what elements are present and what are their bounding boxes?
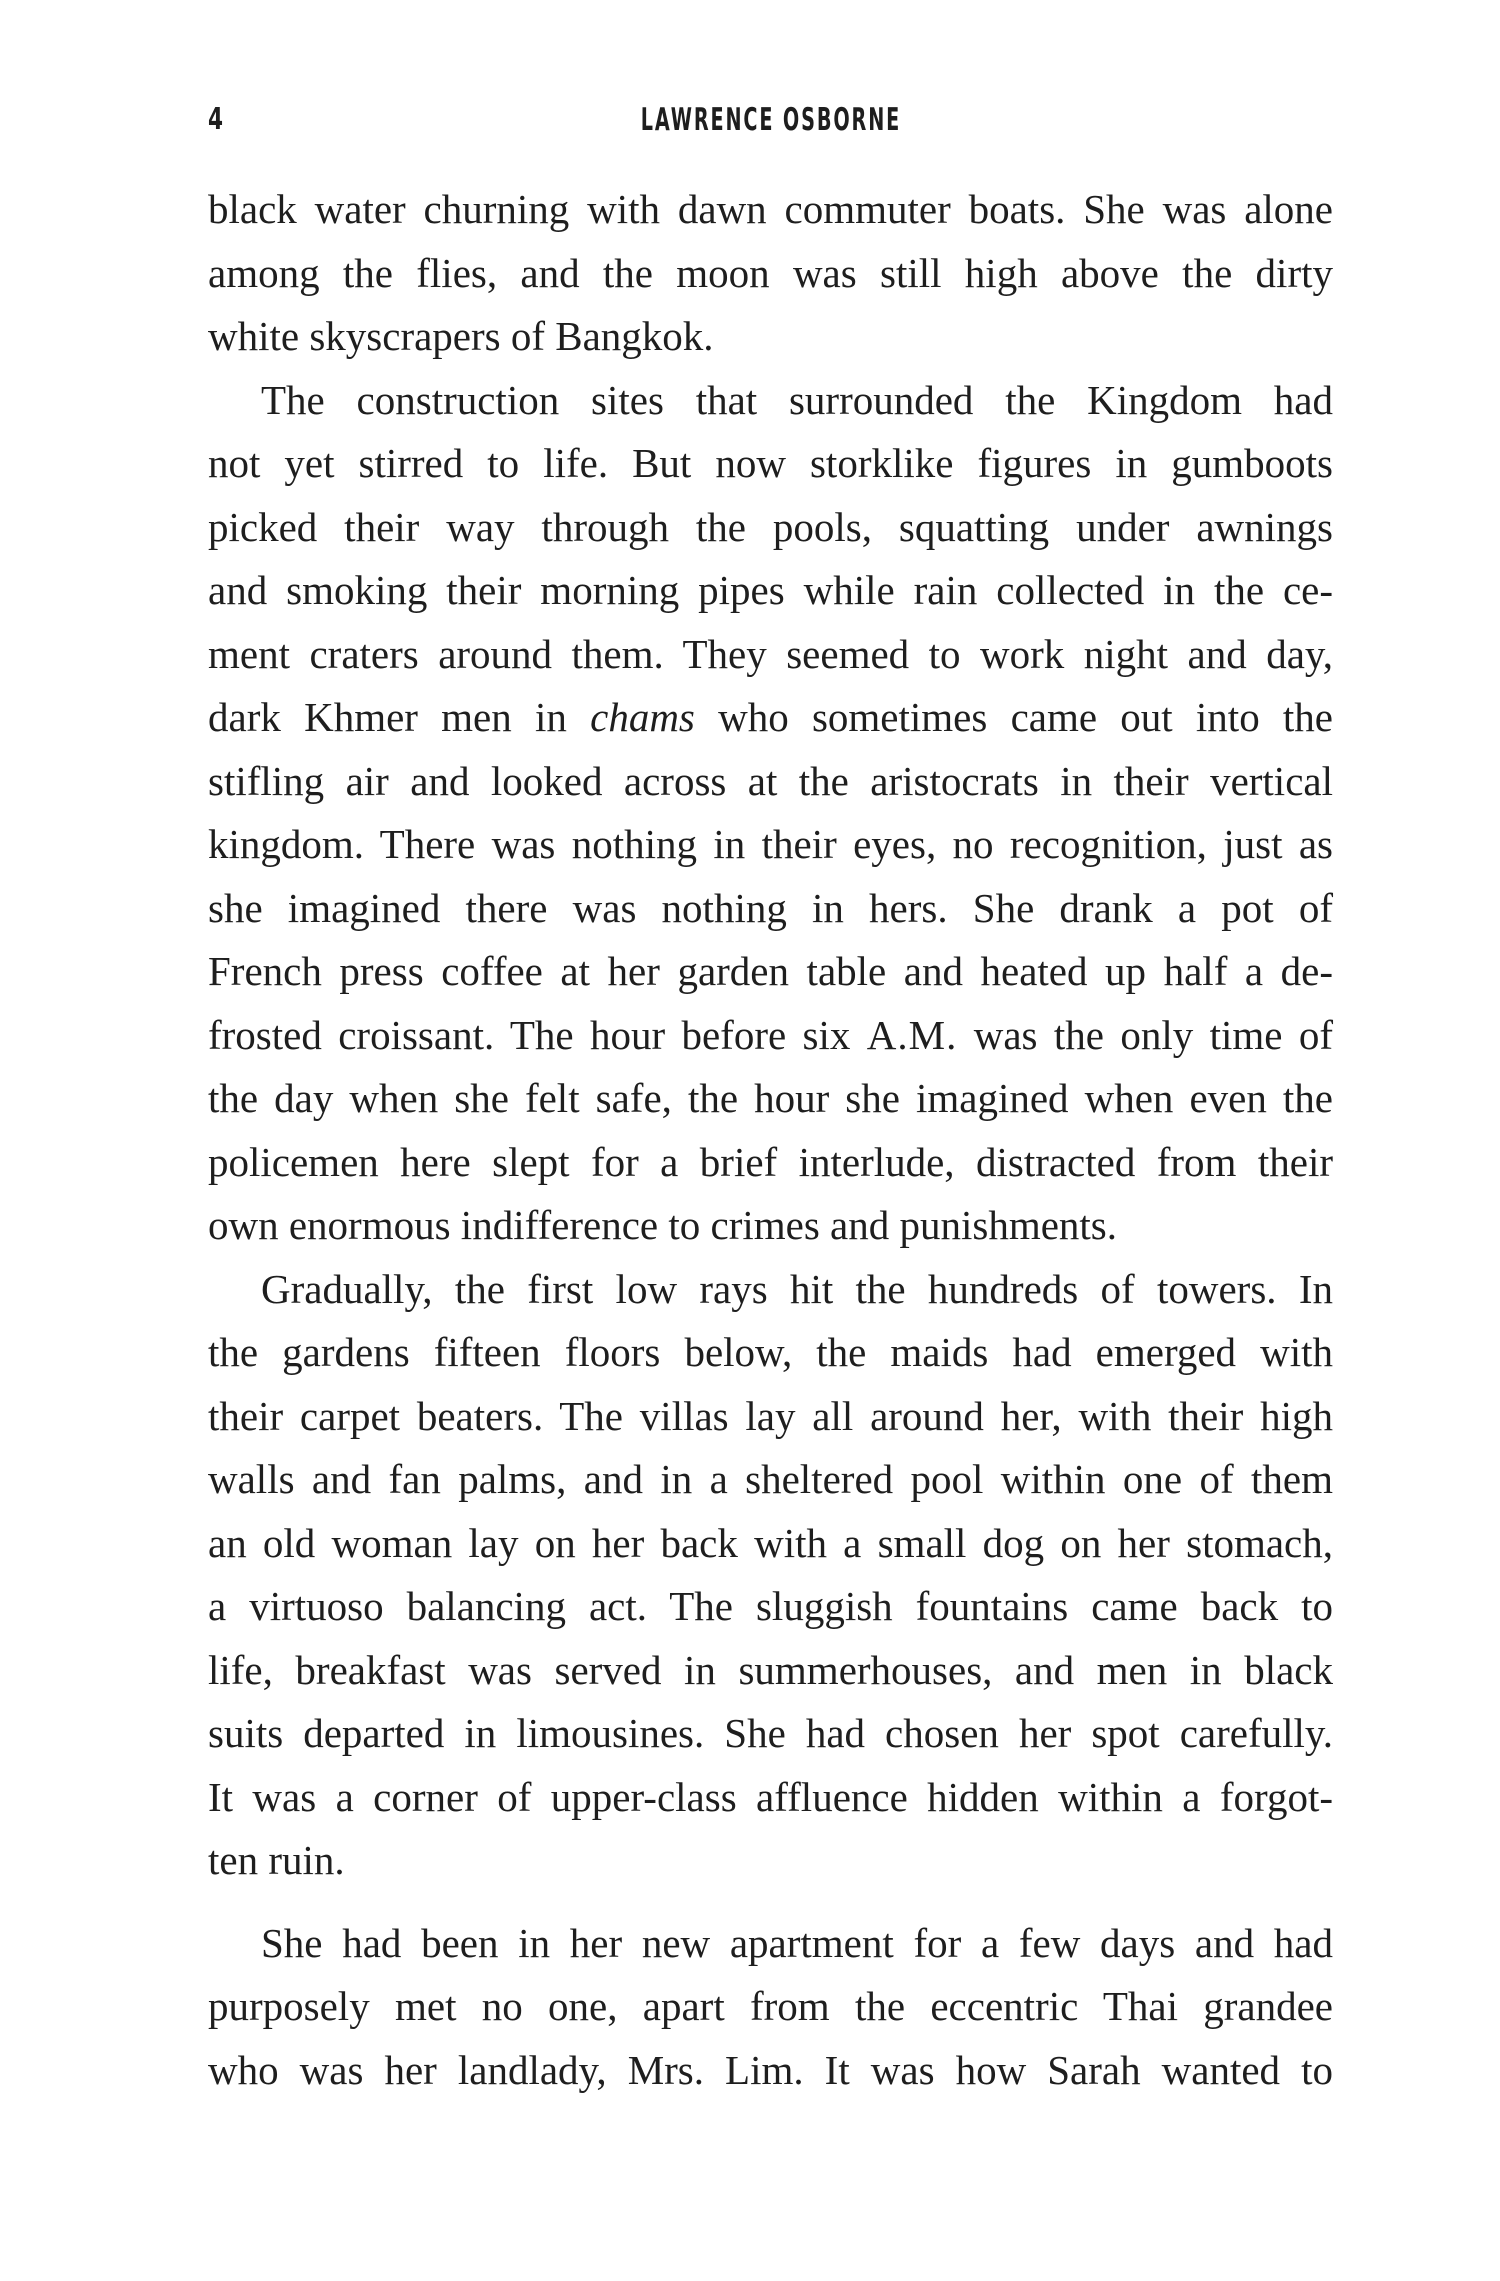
text-line: the day when she felt safe, the hour she imagined when even the: [208, 1075, 1333, 1121]
text-line: walls and fan palms, and in a sheltered pool within one of them: [208, 1456, 1333, 1502]
text-line: kingdom. There was nothing in their eyes, no recognition, just as: [208, 821, 1333, 867]
text-line: ment craters around them. They seemed to work night and day,: [208, 630, 1333, 677]
text-line: ten ruin.: [208, 1837, 345, 1883]
paragraph: [208, 1912, 1333, 2103]
text-run: frosted croissant. The hour before six: [208, 1011, 851, 1058]
text-line: She had been in her new apartment for a few days and had: [261, 1919, 1333, 1966]
text-line: [208, 686, 1333, 750]
paragraph: [208, 369, 1333, 1258]
text-line: French press coffee at her garden table and heated up half a de-: [208, 948, 1333, 994]
text-run: who sometimes came out into the: [718, 694, 1334, 740]
text-line: black water churning with dawn commuter boats. She was alone: [208, 186, 1333, 232]
page-number: 4: [208, 102, 224, 137]
text-line: their carpet beaters. The villas lay all around her, with their high: [208, 1392, 1333, 1439]
text-line: the gardens fifteen floors below, the maids had emerged with: [208, 1329, 1333, 1375]
small-caps-time: A.M.: [866, 1011, 958, 1058]
italic-word: chams: [590, 694, 695, 740]
text-line: not yet stirred to life. But now storklike figures in gumboots: [208, 440, 1333, 486]
text-line: an old woman lay on her back with a small dog on her stomach,: [208, 1519, 1333, 1566]
text-line: white skyscrapers of Bangkok.: [208, 313, 714, 359]
text-line: [208, 1004, 1333, 1068]
text-line: who was her landlady, Mrs. Lim. It was how Sarah wanted to: [208, 2046, 1333, 2093]
text-line: life, breakfast was served in summerhouses, and men in black: [208, 1646, 1333, 1693]
text-line: policemen here slept for a brief interlude, distracted from their: [208, 1138, 1333, 1185]
text-run: dark Khmer men in: [208, 694, 567, 740]
text-line: purposely met no one, apart from the eccentric Thai grandee: [208, 1983, 1333, 2029]
paragraph: [208, 1258, 1333, 1893]
running-head-text: LAWRENCE OSBORNE: [640, 102, 901, 138]
text-line: The construction sites that surrounded the Kingdom had: [261, 376, 1333, 423]
text-line: picked their way through the pools, squatting under awnings: [208, 503, 1333, 550]
body-text: [208, 178, 1333, 2102]
text-line: own enormous indifference to crimes and punishments.: [208, 1202, 1118, 1248]
text-line: Gradually, the first low rays hit the hundreds of towers. In: [261, 1265, 1333, 1312]
page-header: [208, 102, 1333, 152]
text-line: and smoking their morning pipes while rain collected in the ce-: [208, 567, 1333, 613]
text-line: stifling air and looked across at the aristocrats in their vertical: [208, 757, 1333, 804]
text-line: she imagined there was nothing in hers. She drank a pot of: [208, 884, 1333, 931]
text-line: It was a corner of upper-class affluence hidden within a forgot-: [208, 1773, 1333, 1820]
text-line: suits departed in limousines. She had chosen her spot carefully.: [208, 1710, 1333, 1756]
text-run: was the only time of: [973, 1011, 1334, 1058]
text-line: among the flies, and the moon was still high above the dirty: [208, 249, 1333, 296]
paragraph: [208, 178, 1333, 369]
running-head: [208, 102, 1333, 138]
text-line: a virtuoso balancing act. The sluggish fountains came back to: [208, 1583, 1333, 1629]
